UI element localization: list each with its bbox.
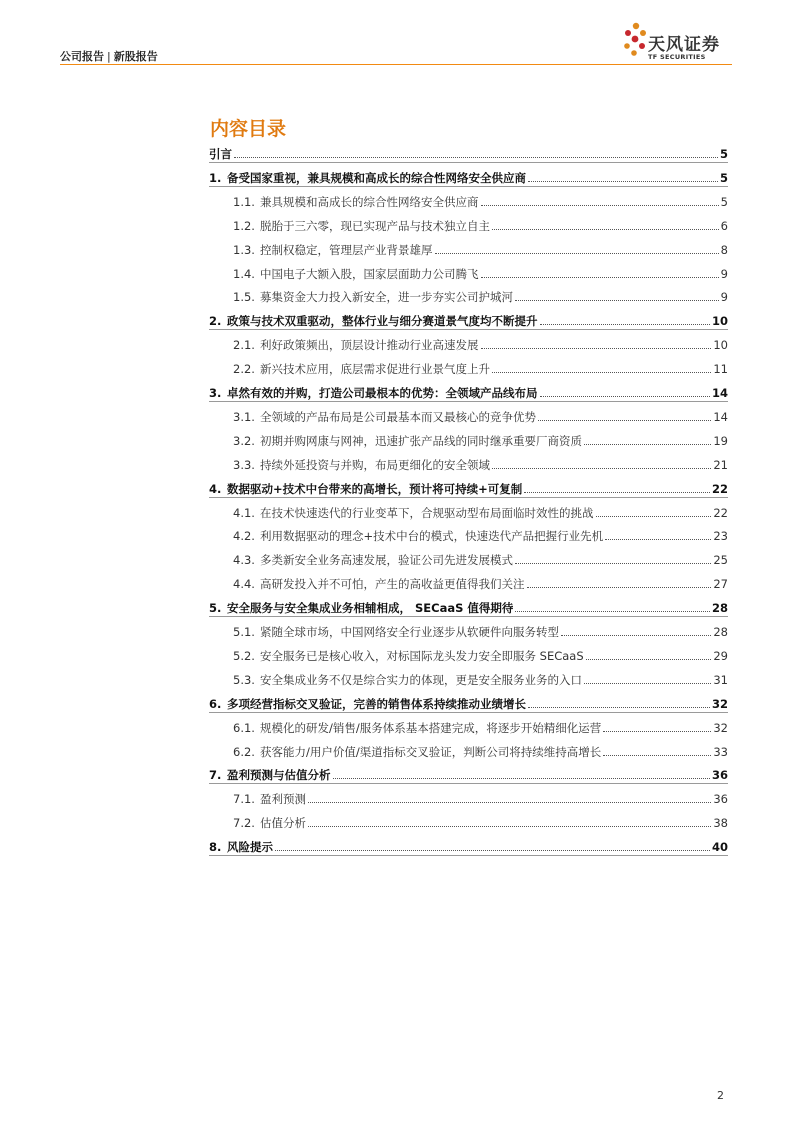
toc-entry-page: 23 — [713, 529, 728, 544]
toc-leader-dots — [492, 468, 711, 469]
toc-section-entry[interactable] — [233, 645, 728, 663]
toc-entry-number: 2.2. — [233, 362, 255, 377]
tf-logo-icon — [623, 22, 649, 62]
toc-entry-number: 6. — [209, 696, 222, 711]
logo-chinese-name: 天风证券 — [648, 35, 720, 55]
toc-leader-dots — [586, 659, 712, 660]
toc-leader-dots — [540, 324, 710, 325]
toc-section-entry[interactable] — [233, 502, 728, 520]
toc-entry-title: 卓然有效的并购，打造公司最根本的优势：全领域产品线布局 — [227, 386, 538, 400]
toc-chapter-entry[interactable] — [209, 382, 728, 400]
toc-section-entry[interactable] — [233, 454, 728, 472]
toc-leader-dots — [527, 587, 712, 588]
toc-leader-dots — [308, 802, 711, 803]
toc-entry-number: 1.2. — [233, 218, 255, 233]
toc-entry-page: 31 — [713, 672, 728, 687]
toc-entry-title: 利用数据驱动的理念+技术中台的模式，快速迭代产品把握行业先机 — [260, 529, 604, 544]
toc-entry-number: 7.2. — [233, 816, 255, 831]
toc-entry-title: 多类新安全业务高速发展，验证公司先进发展模式 — [260, 553, 513, 568]
toc-section-entry[interactable] — [233, 573, 728, 591]
toc-entry-page: 28 — [711, 601, 728, 616]
toc-entry-title: 高研发投入并不可怕，产生的高收益更值得我们关注 — [260, 577, 525, 592]
toc-leader-dots — [435, 253, 719, 254]
toc-entry-page: 36 — [713, 792, 728, 807]
toc-leader-dots — [528, 707, 710, 708]
toc-section-entry[interactable] — [233, 286, 728, 304]
toc-leader-dots — [584, 444, 711, 445]
toc-entry-page: 38 — [713, 816, 728, 831]
toc-chapter-entry[interactable] — [209, 478, 728, 496]
toc-entry-page: 5 — [719, 147, 728, 161]
toc-chapter-underline — [209, 329, 728, 330]
toc-entry-number: 1.5. — [233, 290, 255, 305]
toc-entry-title: 募集资金大力投入新安全，进一步夯实公司护城河 — [260, 290, 513, 305]
toc-entry-title: 中国电子大额入股，国家层面助力公司腾飞 — [260, 266, 479, 281]
toc-entry-page: 36 — [711, 768, 728, 783]
toc-entry-page: 14 — [711, 386, 728, 400]
toc-entry-page: 8 — [720, 242, 728, 257]
toc-entry-number: 7. — [209, 768, 222, 783]
toc-chapter-underline — [209, 855, 728, 856]
toc-chapter-underline — [209, 401, 728, 402]
toc-entry-page: 22 — [711, 481, 728, 496]
toc-entry-page: 29 — [713, 648, 728, 663]
toc-entry-number: 1.4. — [233, 266, 255, 281]
toc-entry-number: 5. — [209, 601, 222, 616]
toc-entry-page: 10 — [713, 338, 728, 353]
toc-entry-title: 备受国家重视，兼具规模和高成长的综合性网络安全供应商 — [227, 170, 526, 185]
toc-chapter-underline — [209, 497, 728, 498]
header-breadcrumb — [60, 48, 158, 64]
toc-chapter-entry[interactable] — [209, 310, 728, 328]
header-section-left: 公司报告 — [60, 50, 104, 63]
toc-leader-dots — [481, 348, 712, 349]
toc-entry-number: 3.1. — [233, 409, 255, 424]
toc-entry-number: 1.3. — [233, 242, 255, 257]
toc-leader-dots — [540, 396, 710, 397]
toc-leader-dots — [603, 755, 711, 756]
toc-entry-title: 在技术快速迭代的行业变革下，合规驱动型布局面临时效性的挑战 — [260, 505, 594, 520]
toc-entry-page: 28 — [713, 625, 728, 639]
toc-entry-page: 25 — [713, 553, 728, 568]
toc-entry-page: 19 — [713, 433, 728, 448]
toc-leader-dots — [524, 492, 710, 493]
toc-entry-title: 持续外延投资与并购，布局更细化的安全领域 — [260, 457, 490, 472]
toc-leader-dots — [275, 850, 710, 851]
page-number: 2 — [717, 1089, 724, 1102]
toc-section-entry[interactable] — [233, 191, 728, 209]
toc-chapter-underline — [209, 783, 728, 784]
toc-section-entry[interactable] — [233, 741, 728, 759]
toc-section-entry[interactable] — [233, 263, 728, 281]
toc-entry-number: 8. — [209, 840, 222, 855]
toc-leader-dots — [528, 181, 718, 182]
toc-chapter-entry[interactable] — [209, 693, 728, 711]
toc-leader-dots — [561, 635, 711, 636]
toc-section-entry[interactable] — [233, 621, 728, 639]
toc-entry-title: 利好政策频出，顶层设计推动行业高速发展 — [260, 338, 479, 353]
toc-entry-title: 盈利预测 — [260, 792, 306, 807]
toc-leader-dots — [481, 277, 719, 278]
toc-leader-dots — [481, 205, 719, 206]
toc-entry-title: 数据驱动+技术中台带来的高增长，预计将可持续+可复制 — [227, 481, 523, 496]
toc-section-entry[interactable] — [233, 669, 728, 687]
toc-leader-dots — [333, 778, 710, 779]
toc-leader-dots — [515, 300, 719, 301]
toc-entry-title: 初期并购网康与网神，迅速扩张产品线的同时继承重要厂商资质 — [260, 433, 582, 448]
toc-entry-number: 6.2. — [233, 744, 255, 759]
toc-chapter-entry[interactable] — [209, 764, 728, 782]
toc-entry-number: 1. — [209, 170, 222, 185]
toc-entry-title: 规模化的研发/销售/服务体系基本搭建完成，将逐步开始精细化运营 — [260, 720, 602, 735]
toc-entry-number: 7.1. — [233, 792, 255, 807]
toc-chapter-underline — [209, 616, 728, 617]
toc-entry-number: 5.3. — [233, 672, 255, 687]
toc-entry-title: 紧随全球市场，中国网络安全行业逐步从软硬件向服务转型 — [260, 625, 559, 639]
toc-entry-page: 9 — [720, 290, 728, 305]
toc-entry-number: 5.2. — [233, 648, 255, 663]
toc-entry-page: 33 — [713, 744, 728, 759]
toc-leader-dots — [234, 157, 718, 158]
toc-entry-title: 安全服务已是核心收入，对标国际龙头发力安全即服务 SECaaS — [260, 648, 584, 663]
toc-entry-title: 盈利预测与估值分析 — [227, 768, 331, 783]
toc-entry-page: 10 — [711, 314, 728, 329]
toc-entry-number: 4.4. — [233, 577, 255, 592]
toc-entry-title: 获客能力/用户价值/渠道指标交叉验证，判断公司将持续维持高增长 — [260, 744, 602, 759]
toc-entry-page: 22 — [713, 505, 728, 520]
logo-english-name: TF SECURITIES — [648, 53, 706, 61]
toc-chapter-entry[interactable] — [209, 167, 728, 185]
toc-entry-number: 3.2. — [233, 433, 255, 448]
toc-entry-title: 引言 — [209, 147, 232, 161]
toc-entry-title: 脱胎于三六零，现已实现产品与技术独立自主 — [260, 218, 490, 233]
toc-section-entry[interactable] — [233, 525, 728, 543]
toc-section-entry[interactable] — [233, 406, 728, 424]
toc-section-entry[interactable] — [233, 430, 728, 448]
toc-chapter-entry[interactable] — [209, 836, 728, 854]
toc-entry-title: 全领域的产品布局是公司最基本而又最核心的竞争优势 — [260, 409, 536, 424]
toc-entry-number: 1.1. — [233, 194, 255, 209]
toc-entry-number: 6.1. — [233, 720, 255, 735]
toc-leader-dots — [603, 731, 711, 732]
toc-entry-page: 5 — [720, 194, 728, 209]
toc-chapter-underline — [209, 162, 728, 163]
toc-leader-dots — [596, 516, 712, 517]
toc-leader-dots — [515, 611, 710, 612]
toc-entry-page: 5 — [719, 170, 728, 185]
toc-section-entry[interactable] — [233, 358, 728, 376]
toc-leader-dots — [308, 826, 711, 827]
toc-leader-dots — [584, 683, 711, 684]
toc-entry-page: 32 — [711, 696, 728, 711]
header-rule — [60, 64, 732, 65]
toc-entry-title: 新兴技术应用，底层需求促进行业景气度上升 — [260, 362, 490, 377]
toc-entry-number: 4.3. — [233, 553, 255, 568]
toc-entry-page: 11 — [713, 362, 728, 377]
toc-chapter-entry[interactable] — [209, 597, 728, 615]
toc-entry-number: 4.2. — [233, 529, 255, 544]
toc-chapter-underline — [209, 186, 728, 187]
toc-entry-number: 4.1. — [233, 505, 255, 520]
toc-entry-page: 21 — [713, 457, 728, 472]
toc-leader-dots — [515, 563, 711, 564]
toc-entry-title: 兼具规模和高成长的综合性网络安全供应商 — [260, 194, 479, 209]
toc-entry-number: 2. — [209, 314, 222, 329]
toc-section-entry[interactable] — [233, 812, 728, 830]
toc-section-entry[interactable] — [233, 239, 728, 257]
toc-section-entry[interactable] — [233, 788, 728, 806]
toc-entry-page: 40 — [711, 840, 728, 855]
toc-entry-page: 9 — [720, 266, 728, 281]
toc-leader-dots — [605, 539, 711, 540]
tf-securities-logo — [623, 22, 738, 64]
toc-chapter-entry[interactable] — [209, 143, 728, 161]
toc-section-entry[interactable] — [233, 717, 728, 735]
toc-entry-number: 2.1. — [233, 338, 255, 353]
toc-entry-title: 安全服务与安全集成业务相辅相成， SECaaS 值得期待 — [227, 601, 514, 616]
toc-entry-page: 14 — [713, 409, 728, 424]
toc-section-entry[interactable] — [233, 215, 728, 233]
toc-section-entry[interactable] — [233, 334, 728, 352]
header-separator: | — [107, 50, 111, 63]
toc-entry-number: 5.1. — [233, 625, 255, 639]
toc-entry-title: 控制权稳定，管理层产业背景雄厚 — [260, 242, 433, 257]
toc-section-entry[interactable] — [233, 549, 728, 567]
toc-chapter-underline — [209, 712, 728, 713]
toc-entry-title: 多项经营指标交叉验证，完善的销售体系持续推动业绩增长 — [227, 696, 526, 711]
toc-entry-page: 32 — [713, 720, 728, 735]
toc-entry-number: 3.3. — [233, 457, 255, 472]
toc-entry-page: 6 — [720, 218, 728, 233]
toc-leader-dots — [538, 420, 711, 421]
toc-entry-number: 3. — [209, 386, 222, 400]
toc-entry-title: 风险提示 — [227, 840, 273, 855]
toc-title: 内容目录 — [210, 118, 287, 140]
toc-entry-title: 政策与技术双重驱动，整体行业与细分赛道景气度均不断提升 — [227, 314, 538, 329]
header-section-right: 新股报告 — [113, 50, 158, 63]
toc-leader-dots — [492, 372, 711, 373]
toc-leader-dots — [492, 229, 719, 230]
toc-entry-page: 27 — [713, 577, 728, 592]
toc-entry-title: 安全集成业务不仅是综合实力的体现，更是安全服务业务的入口 — [260, 672, 582, 687]
toc-entry-number: 4. — [209, 481, 222, 496]
toc-entry-title: 估值分析 — [260, 816, 306, 831]
